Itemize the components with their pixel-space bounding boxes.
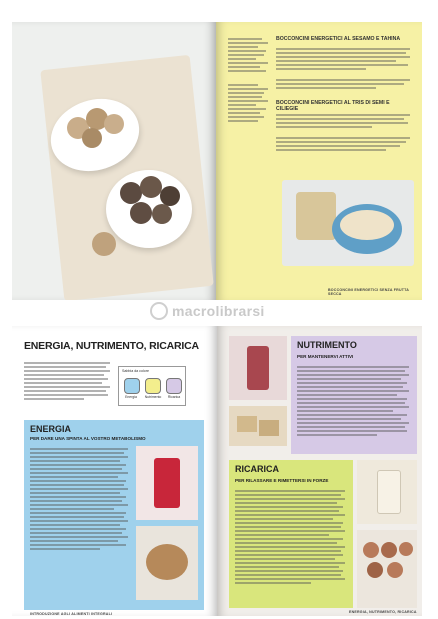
watermark-text: macrolibrarsi [172, 303, 265, 319]
ricarica-swatch [166, 378, 182, 394]
nutrimento-box [291, 336, 417, 454]
section-title: ENERGIA [30, 424, 72, 434]
tea-photo [357, 460, 417, 524]
cookie [387, 562, 403, 578]
intro-left-page [12, 326, 217, 616]
smoothie-glass [247, 346, 269, 390]
section-text [30, 446, 130, 552]
energy-ball [120, 182, 142, 204]
juice-glass [154, 458, 180, 508]
seed-jar [296, 192, 336, 240]
macrolibrarsi-logo-icon [150, 302, 168, 320]
page-title: ENERGIA, NUTRIMENTO, RICARICA [24, 340, 199, 352]
smoothie-photo [229, 336, 287, 400]
energia-box [24, 420, 204, 610]
recipe-text [276, 112, 412, 153]
legend-title: Sabbia da colore [122, 369, 149, 373]
energy-ball [152, 204, 172, 224]
nutrimento-swatch [145, 378, 161, 394]
cookies-photo [357, 530, 417, 608]
recipe-spread [12, 22, 422, 300]
legend-label: Nutrimento [144, 395, 162, 399]
recipe-heading: BOCCONCINI ENERGETICI AL TRIS DI SEMI E CILIEGIE [276, 100, 390, 112]
recipe-heading: BOCCONCINI ENERGETICI AL SESAMO E TAHINA [276, 36, 401, 42]
page-footer: INTRODUZIONE AGLI ALIMENTI INTEGRALI [30, 612, 113, 616]
granola-photo [136, 526, 198, 600]
cookie [367, 562, 383, 578]
legend-box [118, 366, 186, 406]
legend-label: Ricarica [167, 395, 181, 399]
cookie [363, 542, 379, 558]
page-footer: ENERGIA, NUTRIMENTO, RICARICA [349, 610, 417, 614]
energy-ball [140, 176, 162, 198]
section-text [297, 364, 411, 438]
beet-juice-photo [136, 446, 198, 520]
tahini-photo [282, 180, 414, 266]
section-text [235, 488, 347, 586]
recipe-page [216, 22, 422, 300]
energy-ball [160, 186, 180, 206]
ricarica-box [229, 460, 353, 608]
section-title: NUTRIMENTO [297, 340, 357, 350]
intro-text [24, 360, 112, 402]
energy-ball [92, 232, 116, 256]
ingredient-column [228, 36, 270, 124]
granola-bowl [146, 544, 188, 580]
photo-page [12, 22, 216, 300]
page-footer: BOCCONCINI ENERGETICI SENZA FRUTTA SECCA [328, 288, 409, 296]
cracker [259, 420, 279, 436]
cookie [399, 542, 413, 556]
cracker [237, 416, 257, 432]
intro-spread [12, 326, 422, 616]
tea-glass [377, 470, 401, 514]
energy-ball [104, 114, 124, 134]
tahini-cream [340, 210, 394, 240]
legend-label: Energia [125, 395, 137, 399]
energy-ball [130, 202, 152, 224]
section-title: RICARICA [235, 464, 279, 474]
intro-right-page [217, 326, 422, 616]
section-subtitle: PER DARE UNA SPINTA AL VOSTRO METABOLISMO [30, 436, 146, 441]
recipe-text [276, 46, 412, 91]
crackers-photo [229, 406, 287, 446]
energia-swatch [124, 378, 140, 394]
watermark [150, 300, 310, 322]
section-subtitle: PER MANTENERVI ATTIVI [297, 354, 354, 359]
energy-ball [82, 128, 102, 148]
cookie [381, 542, 397, 558]
section-subtitle: PER RILASSARE E RIMETTERSI IN FORZE [235, 478, 329, 483]
